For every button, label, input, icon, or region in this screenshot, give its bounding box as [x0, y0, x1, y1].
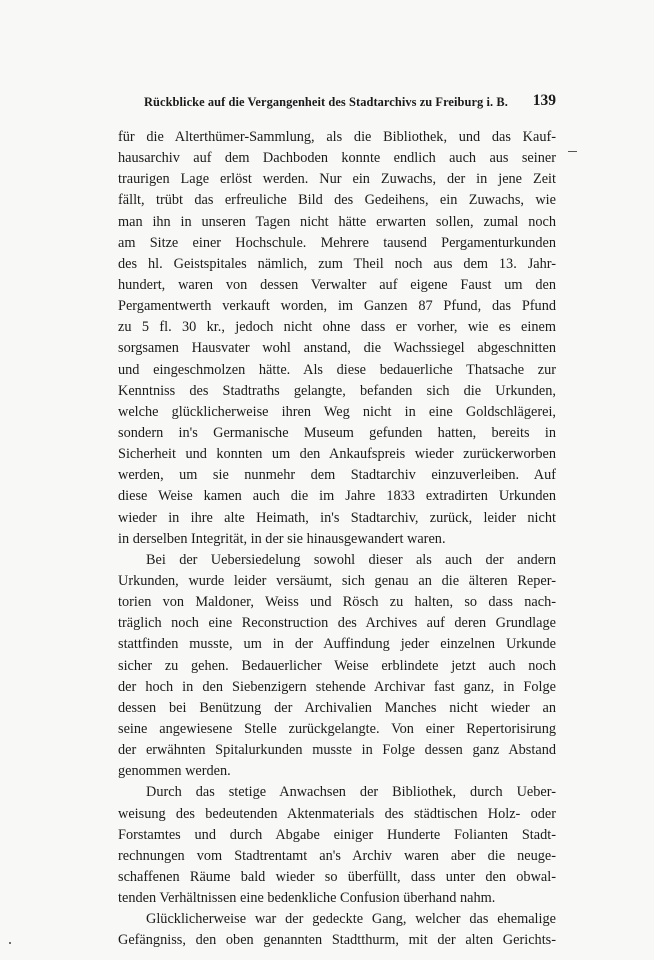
text-line: träglich noch eine Reconstruction des Archives auf deren Grundlage — [118, 615, 556, 632]
text-line: man ihn in unseren Tagen nicht hätte erwarten sollen, zumal noch — [118, 213, 556, 230]
text-line: Gefängniss, den oben genannten Stadtthurm, mit der alten Gerichts- — [118, 932, 556, 949]
text-line: und eingeschmolzen hätte. Als diese bedauerliche Thatsache zur — [118, 361, 556, 378]
text-line: hausarchiv auf dem Dachboden konnte endlich auch aus seiner — [118, 150, 556, 167]
text-line: werden, um sie nunmehr dem Stadtarchiv einzuverleiben. Auf — [118, 467, 556, 484]
text-line: Pergamentwerth verkauft worden, im Ganzen 87 Pfund, das Pfund — [118, 298, 556, 315]
text-line: am Sitze einer Hochschule. Mehrere tausend Pergamenturkunden — [118, 234, 556, 251]
text-line: diese Weise kamen auch die im Jahre 1833 extradirten Urkunden — [118, 488, 556, 505]
text-line: sicher zu gehen. Bedauerlicher Weise erblindete jetzt auch noch — [118, 657, 556, 674]
body-text — [118, 127, 556, 951]
text-line: sondern in's Germanische Museum gefunden hatten, bereits in — [118, 424, 556, 441]
paragraph-end-line: in derselben Integrität, in der sie hinausgewandert waren. — [118, 530, 446, 547]
text-line: traurigen Lage erlöst werden. Nur ein Zuwachs, der in jene Zeit — [118, 171, 556, 188]
text-line: Urkunden, wurde leider versäumt, sich genau an die älteren Reper- — [118, 572, 556, 589]
text-line: des hl. Geistspitales nämlich, zum Theil noch aus dem 13. Jahr- — [118, 255, 556, 272]
running-head — [118, 92, 556, 114]
text-line: torien von Maldoner, Weiss und Rösch zu halten, so dass nach- — [118, 594, 556, 611]
text-line: der hoch in den Siebenzigern stehende Archivar fast ganz, in Folge — [118, 678, 556, 695]
paragraph-start-line: Durch das stetige Anwachsen der Bibliothek, durch Ueber- — [146, 784, 556, 801]
running-title: Rückblicke auf die Vergangenheit des Stadtarchivs zu Freiburg i. B. — [144, 95, 508, 109]
text-line: Forstamtes und durch Abgabe einiger Hunderte Folianten Stadt- — [118, 826, 556, 843]
text-line: Sicherheit und konnten um den Ankaufspreis wieder zurückerworben — [118, 446, 556, 463]
page-number: 139 — [532, 92, 556, 109]
text-line: rechnungen vom Stadtrentamt an's Archiv waren aber die neuge- — [118, 847, 556, 864]
text-line: stattfinden musste, um in der Auffindung jeder einzelnen Urkunde — [118, 636, 556, 653]
paragraph-end-line: genommen werden. — [118, 763, 231, 780]
scan-speck — [9, 942, 11, 944]
text-line: dessen bei Benützung der Archivalien Manches nicht wieder an — [118, 699, 556, 716]
text-line: welche glücklicherweise ihren Weg nicht in eine Goldschlägerei, — [118, 403, 556, 420]
paragraph-start-line: Bei der Uebersiedelung sowohl dieser als auch der andern — [146, 551, 556, 568]
margin-mark — [568, 151, 577, 152]
paragraph-end-line: tenden Verhältnissen eine bedenkliche Confusion überhand nahm. — [118, 890, 496, 907]
paragraph-start-line: Glücklicherweise war der gedeckte Gang, welcher das ehemalige — [146, 911, 556, 928]
text-line: der erwähnten Spitalurkunden musste in Folge dessen ganz Abstand — [118, 742, 556, 759]
text-line: schaffenen Räume bald wieder so überfüllt, dass unter den obwal- — [118, 868, 556, 885]
text-line: Kenntniss des Stadtraths gelangte, befanden sich die Urkunden, — [118, 382, 556, 399]
text-line: zu 5 fl. 30 kr., jedoch nicht ohne dass er vorher, wie es einem — [118, 319, 556, 336]
text-line: hundert, waren von dessen Verwalter auf eigene Faust um den — [118, 276, 556, 293]
text-line: fällt, trübt das erfreuliche Bild des Gedeihens, ein Zuwachs, wie — [118, 192, 556, 209]
text-line: wieder in ihre alte Heimath, in's Stadtarchiv, zurück, leider nicht — [118, 509, 556, 526]
text-line: seine angewiesene Stelle zurückgelangte. Von einer Repertorisirung — [118, 720, 556, 737]
text-line: sorgsamen Hausvater wohl anstand, die Wachssiegel abgeschnitten — [118, 340, 556, 357]
text-line: für die Alterthümer-Sammlung, als die Bibliothek, und das Kauf- — [118, 129, 556, 145]
text-line: weisung des bedeutenden Aktenmaterials des städtischen Holz- oder — [118, 805, 556, 822]
